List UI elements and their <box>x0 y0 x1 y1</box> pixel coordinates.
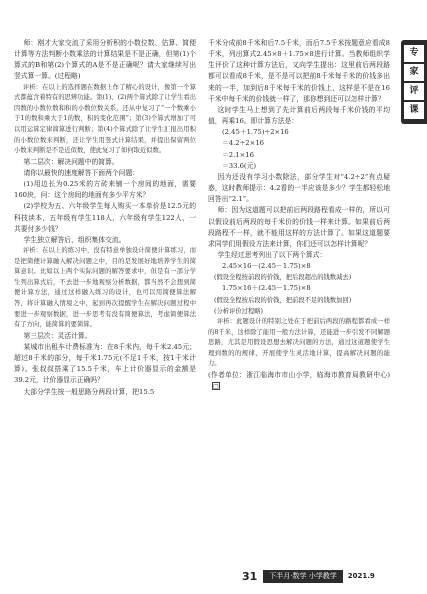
paragraph: 因为还没有学习小数除法，部分学生对“4.2÷2”有点疑惑，这时教师提示：4.2看的一半应该是多少？学生都轻松地回答出“2.1”。 <box>208 172 390 204</box>
issue-date: 2021.9 <box>347 572 375 580</box>
paragraph: 这时学生马上想到了先计算前后两段每千米价钱的平均值，再乘16。即计算方法是： <box>208 105 390 126</box>
paragraph: 第三层次：灵活计算。 <box>23 331 92 340</box>
left-column <box>14 38 196 564</box>
paragraph: 评析：在以上的练习中，没有特意单独设计简便计算练习，而是把简便计算融入解决问题之中，目的是发展好地培养学生的简算意识。比如以上两个实际问题的解答要求中，但是有一部分学生列出算式后，不去进一步地观察分析数据，都当然不会想到简便计算方法，通过这样融入练习的设计，也可以用简便算法解答，将计算融入情境之中，起到再次提醒学生在解决问题过程中要进一步观察数据，进一步思考有没有简便算法，考虑简便算法有了方向，能简算的要简算。 <box>14 247 196 329</box>
paragraph: 学生独立解答后，组织集体交流。 <box>23 235 126 244</box>
paragraph: 2.45×16－(2.45－1.75)×8 <box>222 262 311 271</box>
section-tab-char: 课 <box>404 102 424 119</box>
paragraph: 千米分成前8千米和后7.5千米，而后7.5千米按题意应看成8千米，列出算式2.45×8＋1.75×8进行计算。当教师组织学生评价了这种计算方法后，又向学生提出：这里前后两段路都可以看成8千米，是不是可以把前8千米每千米的价钱多出来的一半，加到后8千米每千米的价钱上，这样是不是在16千米中每千米的价钱就一样了，那你想到还可以怎样计算？ <box>208 39 390 103</box>
page-number: 31 <box>242 569 258 583</box>
section-tab <box>401 40 427 124</box>
page-footer <box>242 569 375 583</box>
paragraph: 1.75×16＋(2.45－1.75)×8 <box>222 284 311 293</box>
section-tab-char: 专 <box>404 45 424 62</box>
publication-name: 下半月·数学 小学教学 <box>263 570 342 583</box>
paragraph: (假设全程按后段的价钱，把前段不足的钱数加回) <box>214 296 352 304</box>
paragraph: (假设全程按前段的价钱，把后段超出的钱数减去) <box>214 274 352 282</box>
paragraph: 大部分学生按一般思路分两段计算，把15.5 <box>23 387 155 396</box>
article-body <box>14 38 390 564</box>
paragraph: (2.45＋1.75)÷2×16 <box>222 128 289 137</box>
paragraph: ＝2.1×16 <box>222 150 254 159</box>
paragraph: ＝33.6(元) <box>222 161 257 170</box>
paragraph: (作者单位：浙江临海市市山小学，临海市教育局教研中心)□ <box>208 370 390 391</box>
paragraph: ＝4.2÷2×16 <box>222 139 264 148</box>
paragraph: (1)用边长为0.25米的方砖来铺一个房间的地面，需要160块，问：这个房间的地面有多少平方米？ <box>14 180 196 200</box>
paragraph: 师：因为这道题可以把前后两段路程看成一样的，所以可以假设前后两段的每千米价的价钱一样来计算。如果前后两段路程不一样，就不能用这样的方法计算了。如果这道题要求同学们用假设方法来计算，你们还可以怎样计算呢？ <box>208 206 390 248</box>
paragraph: 评析：此题设计的特别之处在于把前后两段的路程都看成一样的8千米，这样除了能用一般方法计算，还能进一步引发不同解题思路，尤其是用假设思想去解决问题的方法，通过这道题使学生理到数的的规律，开展使学生灵活地计算，提高解决问题的能力。 <box>208 317 390 368</box>
paragraph: (2)学校为五、六年级学生每人购买一本单价是12.5元的科技读本，五年级有学生118人，六年级有学生122人，一共要付多少钱？ <box>14 202 196 233</box>
paragraph: 第二层次：解决问题中的简算。 <box>23 157 119 166</box>
paragraph: 师：刚才大家交流了采用分析积的小数位数、估算、简便计算等方法判断小数乘法的计算结果是不是正确，但第(1)个算式的B和第(2)个算式的A是不是正确呢？请大家继续写出竖式算一算。(过程略) <box>14 39 196 81</box>
paragraph: 某城市出租车计费标准为：在8千米内，每千米2.45元；超过8千米的部分，每千米1.75元(不足1千米，按1千米计算)。张叔叔搭乘了15.5千米，车上计价器显示的金额是39.2元，计价器显示正确吗？ <box>14 342 196 385</box>
section-tab-char: 家 <box>404 64 424 81</box>
section-tab-char: 评 <box>404 83 424 100</box>
paragraph: 评析：在以上的选择题在数据上作了精心的设计，像第一个算式都蕴含着特有的思辨功能。第(1)、(2)两个算式除了让学生看出因数的小数位数和积的小数位数关系，还从中复习了“一个数乘小于1的数和乘大于1的数，积的变化范围”；第(3)个算式增加了可以用运算定律简算进行判断；第(4)个算式除了让学生汇报出用积的小数位数来判断，还让学生用竖式计算结果，并提出保留两位小数来判断是不是近似数，使此复习了如何取近似数。 <box>14 83 196 155</box>
paragraph: (分析评价过程略) <box>214 307 263 315</box>
end-mark-icon: □ <box>213 383 219 391</box>
paragraph: 请你以最快的速度解答下面两个问题： <box>23 168 140 177</box>
right-column <box>208 38 390 564</box>
paragraph: 学生经过思考列出了以下两个算式： <box>217 250 327 259</box>
